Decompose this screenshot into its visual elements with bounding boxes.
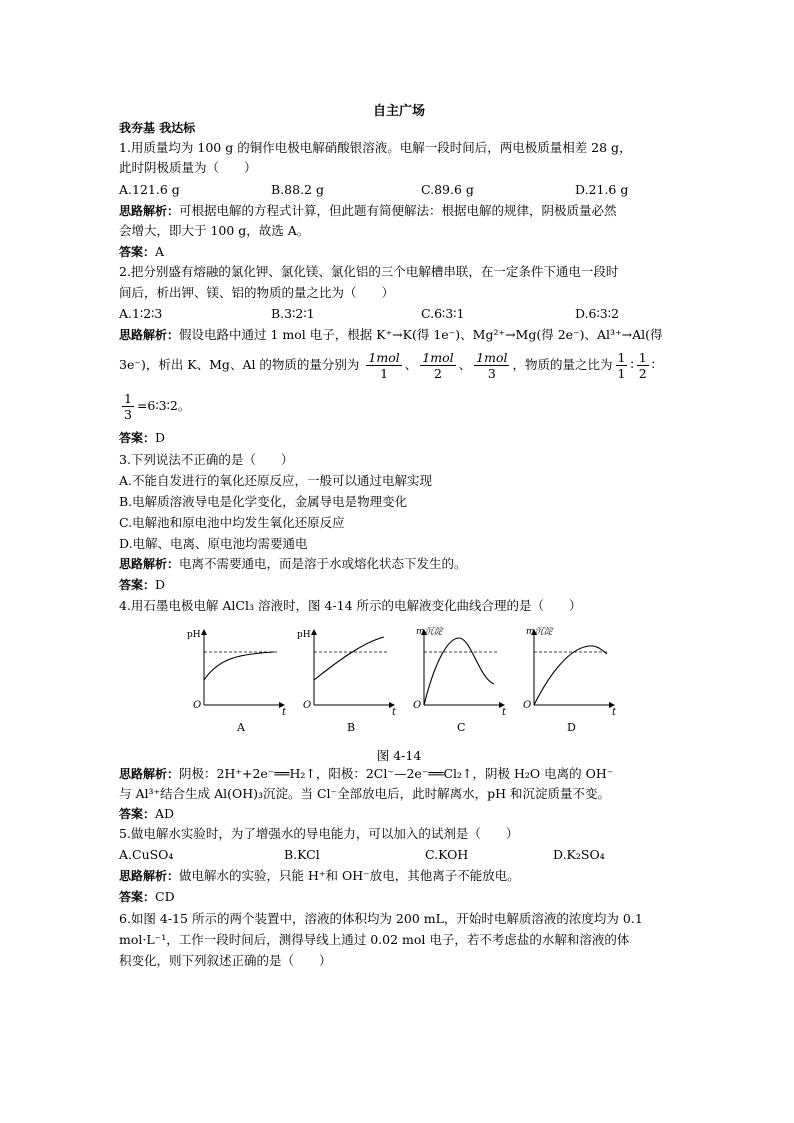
q2-option-b: B.3∶2∶1 bbox=[271, 306, 315, 321]
q2-analysis-line1 bbox=[119, 327, 663, 343]
curve-b bbox=[314, 637, 384, 680]
answer-label: 答案： bbox=[119, 807, 156, 821]
fraction-denominator: 1 bbox=[617, 366, 626, 381]
q3-analysis bbox=[119, 556, 467, 572]
q4-analysis-line2: 与 Al³⁺结合生成 Al(OH)₃沉淀。当 Cl⁻全部放电后，此时解离水，pH 和沉淀质量不变。 bbox=[119, 786, 611, 801]
xlabel-d: t bbox=[612, 707, 617, 718]
origin-b: O bbox=[303, 700, 312, 711]
graphs-svg bbox=[179, 620, 679, 740]
figure-4-14 bbox=[179, 620, 679, 740]
q5-analysis bbox=[119, 868, 520, 884]
graph-b bbox=[297, 630, 397, 734]
q1-option-c: C.89.6 g bbox=[421, 182, 474, 197]
origin-a: O bbox=[193, 700, 202, 711]
q1-option-a: A.121.6 g bbox=[119, 182, 180, 197]
q2-stem-line2: 间后，析出钾、镁、铝的物质的量之比为（ ） bbox=[119, 285, 395, 300]
q3-option-c: C.电解池和原电池中均发生氧化还原反应 bbox=[119, 515, 345, 530]
analysis-label: 思路解析： bbox=[119, 557, 180, 571]
fraction-denominator: 3 bbox=[487, 366, 496, 381]
q1-answer-value: A bbox=[155, 244, 165, 259]
q3-stem: 3.下列说法不正确的是（ ） bbox=[119, 452, 294, 467]
fraction-k bbox=[366, 350, 401, 381]
q5-option-d: D.K₂SO₄ bbox=[553, 847, 605, 862]
tag-d: D bbox=[567, 721, 576, 734]
ratio-fraction-3 bbox=[122, 391, 134, 422]
q2-option-a: A.1∶2∶3 bbox=[119, 306, 163, 321]
answer-label: 答案： bbox=[119, 578, 156, 592]
analysis-label: 思路解析： bbox=[119, 869, 180, 883]
ratio-fraction-1 bbox=[616, 350, 628, 381]
xlabel-a: t bbox=[282, 707, 287, 718]
tag-b: B bbox=[347, 721, 356, 734]
q3-answer bbox=[119, 577, 165, 593]
q4-stem: 4.用石墨电极电解 AlCl₃ 溶液时，图 4-14 所示的电解液变化曲线合理的是（ ） bbox=[119, 598, 582, 613]
q2-analysis-text-a: 3e⁻)，析出 K、Mg、Al 的物质的量分别为 bbox=[119, 357, 360, 372]
q2-analysis-line3 bbox=[119, 388, 190, 424]
ylabel-d: m沉淀 bbox=[526, 627, 553, 637]
analysis-label: 思路解析： bbox=[119, 204, 180, 218]
ratio-fraction-2 bbox=[637, 350, 649, 381]
q2-analysis-text: 假设电路中通过 1 mol 电子，根据 K⁺→K(得 1e⁻)、Mg²⁺→Mg(得 2e⁻)、Al³⁺→Al(得 bbox=[179, 327, 663, 342]
origin-d: O bbox=[523, 700, 532, 711]
q5-answer bbox=[119, 889, 175, 905]
page-title: 自主广场 bbox=[372, 104, 425, 119]
q3-analysis-text: 电离不需要通电，而是溶于水或熔化状态下发生的。 bbox=[179, 556, 467, 571]
q1-option-d: D.21.6 g bbox=[575, 182, 629, 197]
q2-option-d: D.6∶3∶2 bbox=[575, 306, 619, 321]
q1-analysis-line1 bbox=[119, 203, 617, 219]
q2-answer-value: D bbox=[155, 430, 166, 445]
fraction-mg bbox=[420, 350, 455, 381]
q3-option-d: D.电解、电离、原电池均需要通电 bbox=[119, 536, 308, 551]
q4-analysis-text: 阴极：2H⁺+2e⁻══H₂↑，阳极：2Cl⁻—2e⁻══Cl₂↑，阴极 H₂O 电离的 OH⁻ bbox=[179, 766, 614, 781]
q6-stem-line3: 积变化，则下列叙述正确的是（ ） bbox=[119, 953, 332, 968]
answer-label: 答案： bbox=[119, 245, 156, 259]
fraction-numerator: 1 bbox=[124, 391, 132, 406]
fraction-numerator: 1mol bbox=[422, 350, 454, 365]
q4-analysis-line1 bbox=[119, 766, 613, 782]
curve-d bbox=[534, 646, 607, 705]
q4-answer-value: AD bbox=[155, 806, 175, 821]
analysis-label: 思路解析： bbox=[119, 328, 180, 342]
ylabel-a: pH bbox=[187, 630, 201, 640]
tag-c: C bbox=[457, 721, 466, 734]
tag-a: A bbox=[237, 721, 245, 734]
q2-stem-line1: 2.把分别盛有熔融的氯化钾、氯化镁、氯化铝的三个电解槽串联，在一定条件下通电一段时 bbox=[119, 264, 619, 279]
fraction-denominator: 3 bbox=[124, 407, 132, 422]
q3-option-a: A.不能自发进行的氧化还原反应，一般可以通过电解实现 bbox=[119, 473, 433, 488]
fraction-numerator: 1 bbox=[617, 350, 626, 365]
q1-option-b: B.88.2 g bbox=[271, 182, 324, 197]
xlabel-b: t bbox=[392, 707, 397, 718]
q1-answer bbox=[119, 244, 164, 260]
fraction-denominator: 2 bbox=[638, 366, 647, 381]
q2-answer bbox=[119, 430, 165, 446]
q1-analysis-line2: 会增大，即大于 100 g，故选 A。 bbox=[119, 223, 310, 238]
fraction-denominator: 1 bbox=[380, 366, 389, 381]
q3-option-b: B.电解质溶液导电是化学变化，金属导电是物理变化 bbox=[119, 494, 408, 509]
fraction-numerator: 1mol bbox=[368, 350, 400, 365]
q1-stem-line1: 1.用质量均为 100 g 的铜作电极电解硝酸银溶液。电解一段时间后，两电极质量相差 28 g， bbox=[119, 140, 632, 155]
answer-label: 答案： bbox=[119, 431, 156, 445]
q5-option-c: C.KOH bbox=[425, 847, 469, 862]
xlabel-c: t bbox=[502, 707, 507, 718]
curve-c bbox=[424, 638, 494, 705]
q2-analysis-line2: 3e⁻)，析出 K、Mg、Al 的物质的量分别为 $\frac{\text{1mol}}{1}$ 、 $\frac{\text{1mol}}{2}$ 、 $\frac{\text{1mol}}{3}$ ，物质的量之比为 $\frac{1}{1}$ ∶ $\frac{1}{2}$ ∶ bbox=[119, 350, 655, 381]
fraction-numerator: 1mol bbox=[476, 350, 508, 365]
graph-c bbox=[413, 626, 507, 734]
answer-label: 答案： bbox=[119, 890, 156, 904]
section-heading: 我夯基 我达标 bbox=[119, 121, 196, 135]
q2-analysis-text-b: ，物质的量之比为 bbox=[512, 357, 613, 372]
q1-analysis-text: 可根据电解的方程式计算，但此题有简便解法：根据电解的规律，阴极质量必然 bbox=[179, 203, 617, 218]
q5-analysis-text: 做电解水的实验，只能 H⁺和 OH⁻放电，其他离子不能放电。 bbox=[179, 868, 520, 883]
q5-option-a: A.CuSO₄ bbox=[119, 847, 174, 862]
graph-d bbox=[523, 626, 617, 734]
q4-answer bbox=[119, 806, 174, 822]
ylabel-c: m沉淀 bbox=[416, 627, 443, 637]
q2-option-c: C.6∶3∶1 bbox=[421, 306, 465, 321]
origin-c: O bbox=[413, 700, 422, 711]
figure-caption: 图 4-14 bbox=[376, 748, 422, 763]
q3-answer-value: D bbox=[155, 577, 166, 592]
q2-analysis-result: =6∶3∶2。 bbox=[136, 398, 191, 413]
graph-a bbox=[187, 630, 287, 734]
q5-option-b: B.KCl bbox=[284, 847, 320, 862]
fraction-denominator: 2 bbox=[433, 366, 442, 381]
q1-stem-line2: 此时阴极质量为（ ） bbox=[119, 160, 257, 175]
curve-a bbox=[204, 652, 274, 680]
q5-stem: 5.做电解水实验时，为了增强水的导电能力，可以加入的试剂是（ ） bbox=[119, 826, 519, 841]
q6-stem-line2: mol·L⁻¹，工作一段时间后，测得导线上通过 0.02 mol 电子，若不考虑盐的水解和溶液的体 bbox=[119, 932, 630, 947]
q5-answer-value: CD bbox=[155, 889, 175, 904]
fraction-numerator: 1 bbox=[638, 350, 647, 365]
fraction-al bbox=[474, 350, 509, 381]
ylabel-b: pH bbox=[297, 630, 311, 640]
analysis-label: 思路解析： bbox=[119, 767, 180, 781]
q6-stem-line1: 6.如图 4-15 所示的两个装置中，溶液的体积均为 200 mL，开始时电解质溶液的浓度均为 0.1 bbox=[119, 911, 643, 926]
